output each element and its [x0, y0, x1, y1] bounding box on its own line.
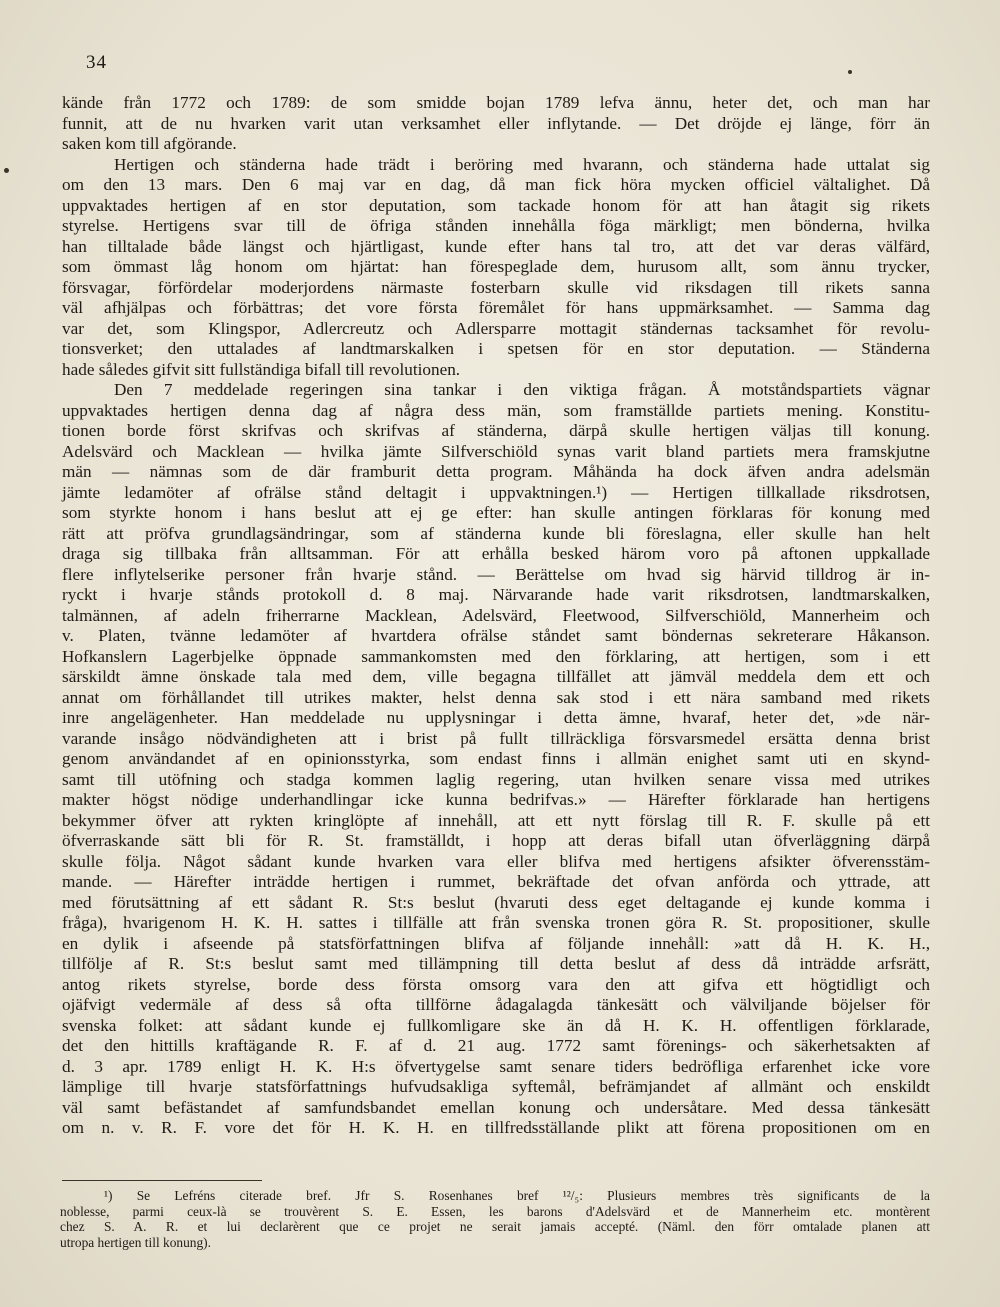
text-line: inre angelägenheter. Han meddelade nu upplysningar i detta ämne, hvaraf, heter det, »de när- [62, 708, 930, 727]
text-line: som styrkte honom i hans beslut att ej ge efter: han skulle antingen förklaras för konung med [62, 503, 930, 522]
text-line: rätt att pröfva grundlagsändringar, som af ständerna kunde bli föreslagna, eller skulle han helt [62, 523, 930, 543]
text-line: Hofkanslern Lagerbjelke öppnade sammankomsten med den förklaring, att hertigen, som i ett [62, 646, 930, 666]
text-line: han tilltalade både längst och hjärtligast, kunde efter hans tal tro, att det var deras välfärd, [62, 236, 930, 256]
footnote-line: utropa hertigen till konung). [60, 1234, 211, 1250]
text-line: draga sig tillbaka från alltsamman. För att erhålla besked härom voro på aftonen uppkallade [62, 544, 930, 563]
text-line: Hertigen och ständerna hade trädt i beröring med hvarann, och ständerna hade uttalat sig [114, 154, 930, 174]
text-line: kände från 1772 och 1789: de som smidde bojan 1789 lefva ännu, heter det, och man har [62, 93, 930, 112]
text-line: funnit, att de nu hvarken varit utan verksamhet eller inflytande. — Det dröjde ej länge, förr än [62, 113, 930, 133]
text-line: ojäfvigt vedermäle af dess så ofta tillförne ådagalagda tänkesätt och välviljande böjelser för [62, 995, 930, 1014]
body-text [62, 93, 930, 1139]
text-line: om den 13 mars. Den 6 maj var en dag, då man fick höra mycken officiel vältalighet. Då [62, 175, 930, 194]
text-line: som ömmast låg honom om hjärtat: han förespeglade dem, hurusom allt, som ännu trycker, [62, 257, 930, 276]
text-line: ryckt i hvarje stånds protokoll d. 8 maj. Närvarande hade varit riksdrotsen, landtmarskalken, [62, 585, 930, 604]
text-line: antog rikets styrelse, borde dess första omsorg vara den att gifva ett högtidligt och [62, 974, 930, 994]
footnote-line: chez S. A. R. et lui declarèrent que ce projet ne serait jamais accepté. (Näml. den förr omtalade planen att [60, 1219, 930, 1234]
text-line: saken kom till afgörande. [62, 134, 237, 153]
text-line: genom användandet af en opinionsstyrka, som endast finns i allmän enighet samt uti en skynd- [62, 749, 930, 768]
text-line: en dylik i afseende på statsförfattningen blifva af följande innehåll: »att då H. K. H., [62, 933, 930, 953]
text-line: bekymmer öfver att rykten kringlöpte af innehåll, att ett nytt förslag till R. F. skulle på ett [62, 810, 930, 830]
text-line: det den hittills kraftägande R. F. af d. 21 aug. 1772 samt förenings- och säkerhetsakten af [62, 1036, 930, 1055]
text-line: flere inflytelserike personer från hvarje stånd. — Berättelse om hvad sig härvid tilldrog är in- [62, 564, 930, 584]
text-line: talmännen, af adeln friherrarne Macklean, Adelsvärd, Fleetwood, Silfverschiöld, Mannerheim och [62, 605, 930, 625]
text-line: d. 3 apr. 1789 enligt H. K. H:s öfvertygelse samt senare tiders bedröfliga erfarenhet icke vore [62, 1056, 930, 1076]
text-line: tillfölje af R. St:s beslut samt med tillämpning till detta beslut af dess då inträdde arfsrätt, [62, 954, 930, 973]
text-line: samt till utöfning och stadga kommen laglig regering, utan hvilken senare vissa med utrikes [62, 769, 930, 789]
text-line: tionen borde först skrifvas och skrifvas af ständerna, därpå skulle hertigen väljas till konung. [62, 421, 930, 440]
text-line: fråga), hvarigenom H. K. H. sattes i tillfälle att från svenska tronen göra R. St. propositioner, skulle [62, 913, 930, 932]
text-line: öfverraskande sätt bli för R. St. framställdt, i hopp att deras bifall utan öfverläggning därpå [62, 831, 930, 850]
text-line: tionsverket; den uttalades af landtmarskalken i spetsen för en stor deputation. — Ständerna [62, 339, 930, 358]
footnote-divider [62, 1180, 262, 1181]
text-line: med förutsättning af ett sådant R. St:s beslut (hvaruti dess eget deltagande ej kunde komma i [62, 892, 930, 912]
footnote-line: ¹) Se Lefréns citerade bref. Jfr S. Rosenhanes bref ¹²/₅: Plusieurs membres très significants de la [104, 1188, 930, 1203]
text-line: Adelsvärd och Macklean — hvilka jämte Silfverschiöld synas varit bland partiets mera framskjutne [62, 441, 930, 461]
text-line: Den 7 meddelade regeringen sina tankar i den viktiga frågan. Å motståndspartiets vägnar [114, 380, 930, 399]
text-line: var det, som Klingspor, Adlercreutz och Adlersparre mottagit ständernas tacksamhet för revolu- [62, 318, 930, 338]
text-line: väl samt befästandet af samfundsbandet emellan konung och undersåtare. Med dessa tänkesätt [62, 1097, 930, 1117]
text-line: försvagar, förfördelar moderjordens närmaste fosterbarn skulle vid riksdagen till rikets sanna [62, 277, 930, 297]
text-line: jämte ledamöter af ofrälse stånd deltagit i uppvaktningen.¹) — Hertigen tillkallade riksdrotsen, [62, 482, 930, 502]
text-line: varande insågo nödvändigheten att i brist på fullt tillräckliga försvarsmedel ersätta denna brist [62, 728, 930, 748]
ink-speck [848, 70, 852, 74]
page-number: 34 [86, 52, 107, 73]
text-line: hade således gifvit sitt fullständiga bifall till revolutionen. [62, 359, 461, 379]
text-line: särskildt ämne önskade tala med dem, ville begagna tillfället att jämväl meddela dem ett och [62, 667, 930, 686]
text-line: makter högst nödige underhandlingar icke kunna bedrifvas.» — Härefter förklarade han hertigens [62, 790, 930, 809]
text-line: skulle följa. Något sådant kunde hvarken vara eller blifva med hertigens afsikter öfverensstäm- [62, 851, 930, 871]
text-line: svenska folket: att sådant kunde ej fullkomligare ske än då H. K. H. offentligen förklarade, [62, 1015, 930, 1035]
text-line: uppvaktades hertigen af en stor deputation, som tackade honom för att han åtagit sig rikets [62, 195, 930, 215]
text-line: mande. — Härefter inträdde hertigen i rummet, bekräftade det ofvan anförda och yttrade, att [62, 872, 930, 891]
text-line: annat om förhållandet till utrikes makter, helst denna sak stod i ett nära samband med rikets [62, 687, 930, 707]
footnote [60, 1188, 930, 1250]
text-line: väl afhjälpas och förbättras; det vore första föremålet för hans uppmärksamhet. — Samma dag [62, 298, 930, 317]
text-line: styrelse. Hertigens svar till de öfriga stånden innehålla föga märkligt; men bönderna, hvilka [62, 216, 930, 235]
text-line: lämplige till hvarje statsförfattnings hufvudsakliga syftemål, befrämjandet af allmänt och enskildt [62, 1077, 930, 1096]
text-line: v. Platen, tvänne ledamöter af hvartdera ofrälse ståndet samt böndernas sekreterare Håkanson. [62, 626, 930, 645]
text-line: män — nämnas som de där framburit detta program. Måhända ha dock äfven andra adelsmän [62, 462, 930, 481]
text-line: uppvaktades hertigen denna dag af några dess män, som framställde partiets mening. Konstitu- [62, 400, 930, 420]
ink-speck [4, 168, 9, 173]
text-line: om n. v. R. F. vore det för H. K. H. en tillfredsställande plikt att förena propositionen om en [62, 1118, 930, 1137]
footnote-line: noblesse, parmi ceux-là se trouvèrent S. E. Essen, les barons d'Adelsvärd et de Mannerheim etc. montèrent [60, 1203, 930, 1219]
